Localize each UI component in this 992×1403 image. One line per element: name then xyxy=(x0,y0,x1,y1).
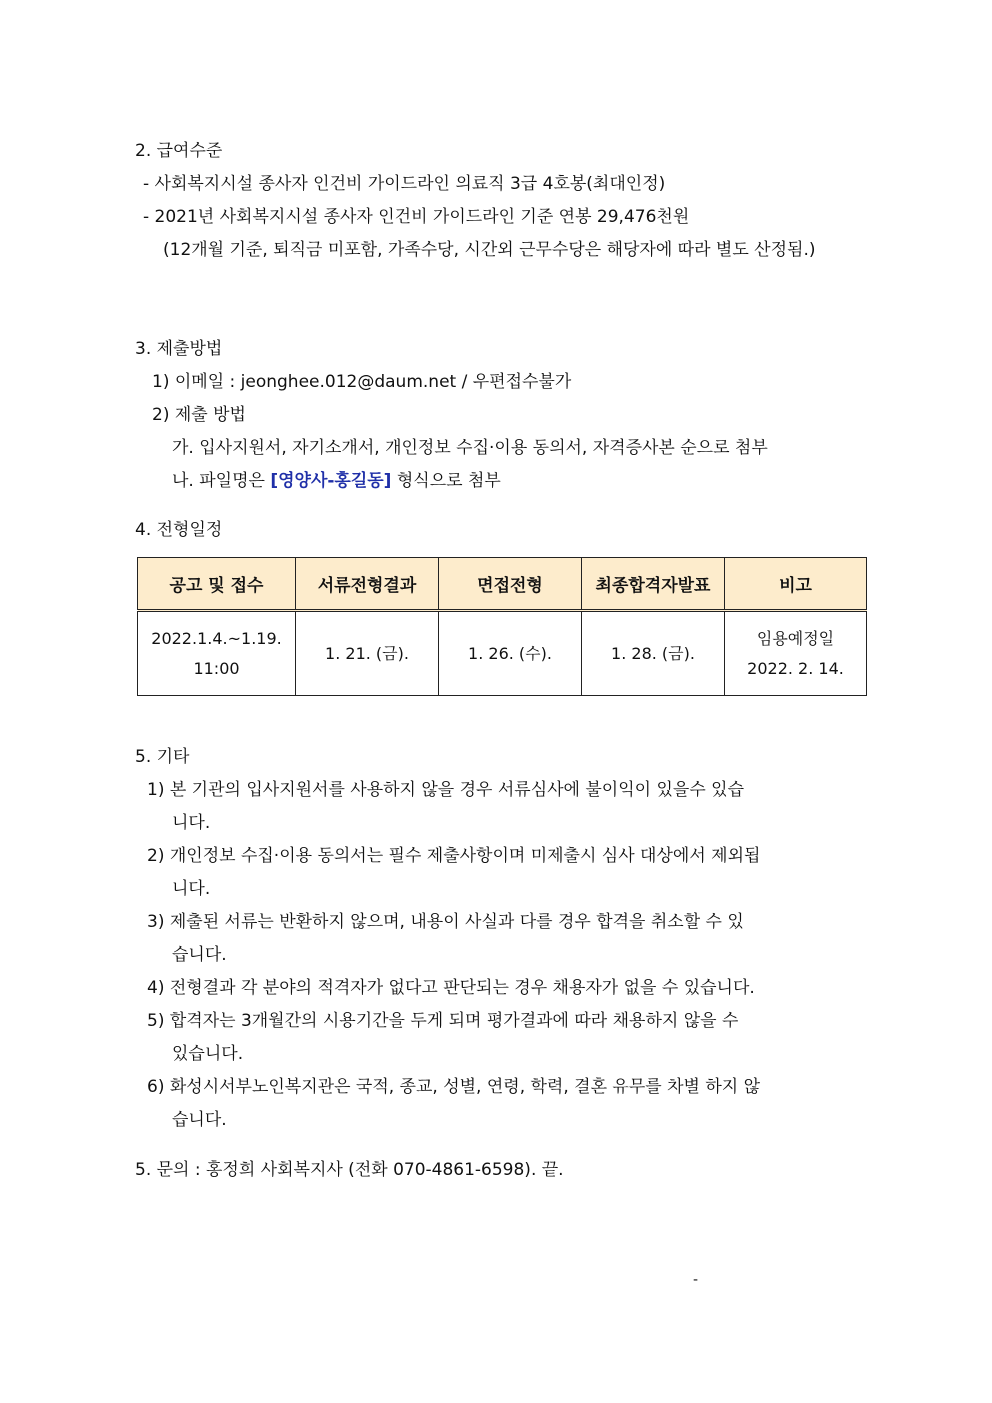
schedule-heading: 4. 전형일정 xyxy=(135,520,223,540)
etc-line: 2) 개인정보 수집·이용 동의서는 필수 제출사항이며 미제출시 심사 대상에서 제외됩 xyxy=(147,846,761,866)
salary-item: - 2021년 사회복지시설 종사자 인건비 가이드라인 기준 연봉 29,476천원 xyxy=(143,207,690,227)
remark-date: 2022. 2. 14. xyxy=(747,658,844,678)
col-header-final: 최종합격자발표 xyxy=(582,558,725,611)
filename-format: [영양사-홍길동] xyxy=(270,471,392,491)
remark-label: 임용예정일 xyxy=(756,628,835,648)
cell-document-result: 1. 21. (금). xyxy=(296,611,439,696)
etc-line: 습니다. xyxy=(172,1110,227,1130)
submission-heading: 3. 제출방법 xyxy=(135,339,223,359)
etc-line: 습니다. xyxy=(172,945,227,965)
etc-line: 니다. xyxy=(172,879,211,899)
footer-mark: - xyxy=(693,1272,699,1288)
col-header-notice: 공고 및 접수 xyxy=(138,558,296,611)
cell-interview: 1. 26. (수). xyxy=(439,611,582,696)
etc-line: 5) 합격자는 3개월간의 시용기간을 두게 되며 평가결과에 따라 채용하지 않을 수 xyxy=(147,1011,739,1031)
submission-method: 2) 제출 방법 xyxy=(152,405,246,425)
etc-line: 있습니다. xyxy=(172,1044,244,1064)
submission-step-ga: 가. 입사지원서, 자기소개서, 개인정보 수집·이용 동의서, 자격증사본 순으로 첨부 xyxy=(172,438,768,458)
filename-suffix: 형식으로 첨부 xyxy=(391,471,501,491)
etc-line: 니다. xyxy=(172,813,211,833)
col-header-document-result: 서류전형결과 xyxy=(296,558,439,611)
cell-remark xyxy=(725,611,867,696)
cell-final: 1. 28. (금). xyxy=(582,611,725,696)
etc-line: 6) 화성시서부노인복지관은 국적, 종교, 성별, 연령, 학력, 결혼 유무를 차별 하지 않 xyxy=(147,1077,760,1097)
contact-line: 5. 문의 : 홍정희 사회복지사 (전화 070-4861-6598). 끝. xyxy=(135,1160,564,1180)
notice-date: 2022.1.4.~1.19. xyxy=(151,628,282,648)
col-header-remark: 비고 xyxy=(725,558,867,611)
schedule-table xyxy=(137,557,867,696)
table-header-row xyxy=(138,558,867,611)
salary-note: (12개월 기준, 퇴직금 미포함, 가족수당, 시간외 근무수당은 해당자에 따라 별도 산정됨.) xyxy=(163,240,816,260)
salary-heading: 2. 급여수준 xyxy=(135,141,223,161)
submission-email: 1) 이메일 : jeonghee.012@daum.net / 우편접수불가 xyxy=(152,372,572,392)
cell-notice xyxy=(138,611,296,696)
salary-item: - 사회복지시설 종사자 인건비 가이드라인 의료직 3급 4호봉(최대인정) xyxy=(143,174,666,194)
etc-line: 1) 본 기관의 입사지원서를 사용하지 않을 경우 서류심사에 불이익이 있을수 있습 xyxy=(147,780,744,800)
etc-line: 3) 제출된 서류는 반환하지 않으며, 내용이 사실과 다를 경우 합격을 취소할 수 있 xyxy=(147,912,744,932)
submission-step-na xyxy=(172,469,501,493)
table-row xyxy=(138,611,867,696)
etc-heading: 5. 기타 xyxy=(135,747,190,767)
filename-prefix: 나. 파일명은 xyxy=(172,471,271,491)
etc-line: 4) 전형결과 각 분야의 적격자가 없다고 판단되는 경우 채용자가 없을 수 있습니다. xyxy=(147,978,755,998)
col-header-interview: 면접전형 xyxy=(439,558,582,611)
notice-time: 11:00 xyxy=(193,658,240,678)
